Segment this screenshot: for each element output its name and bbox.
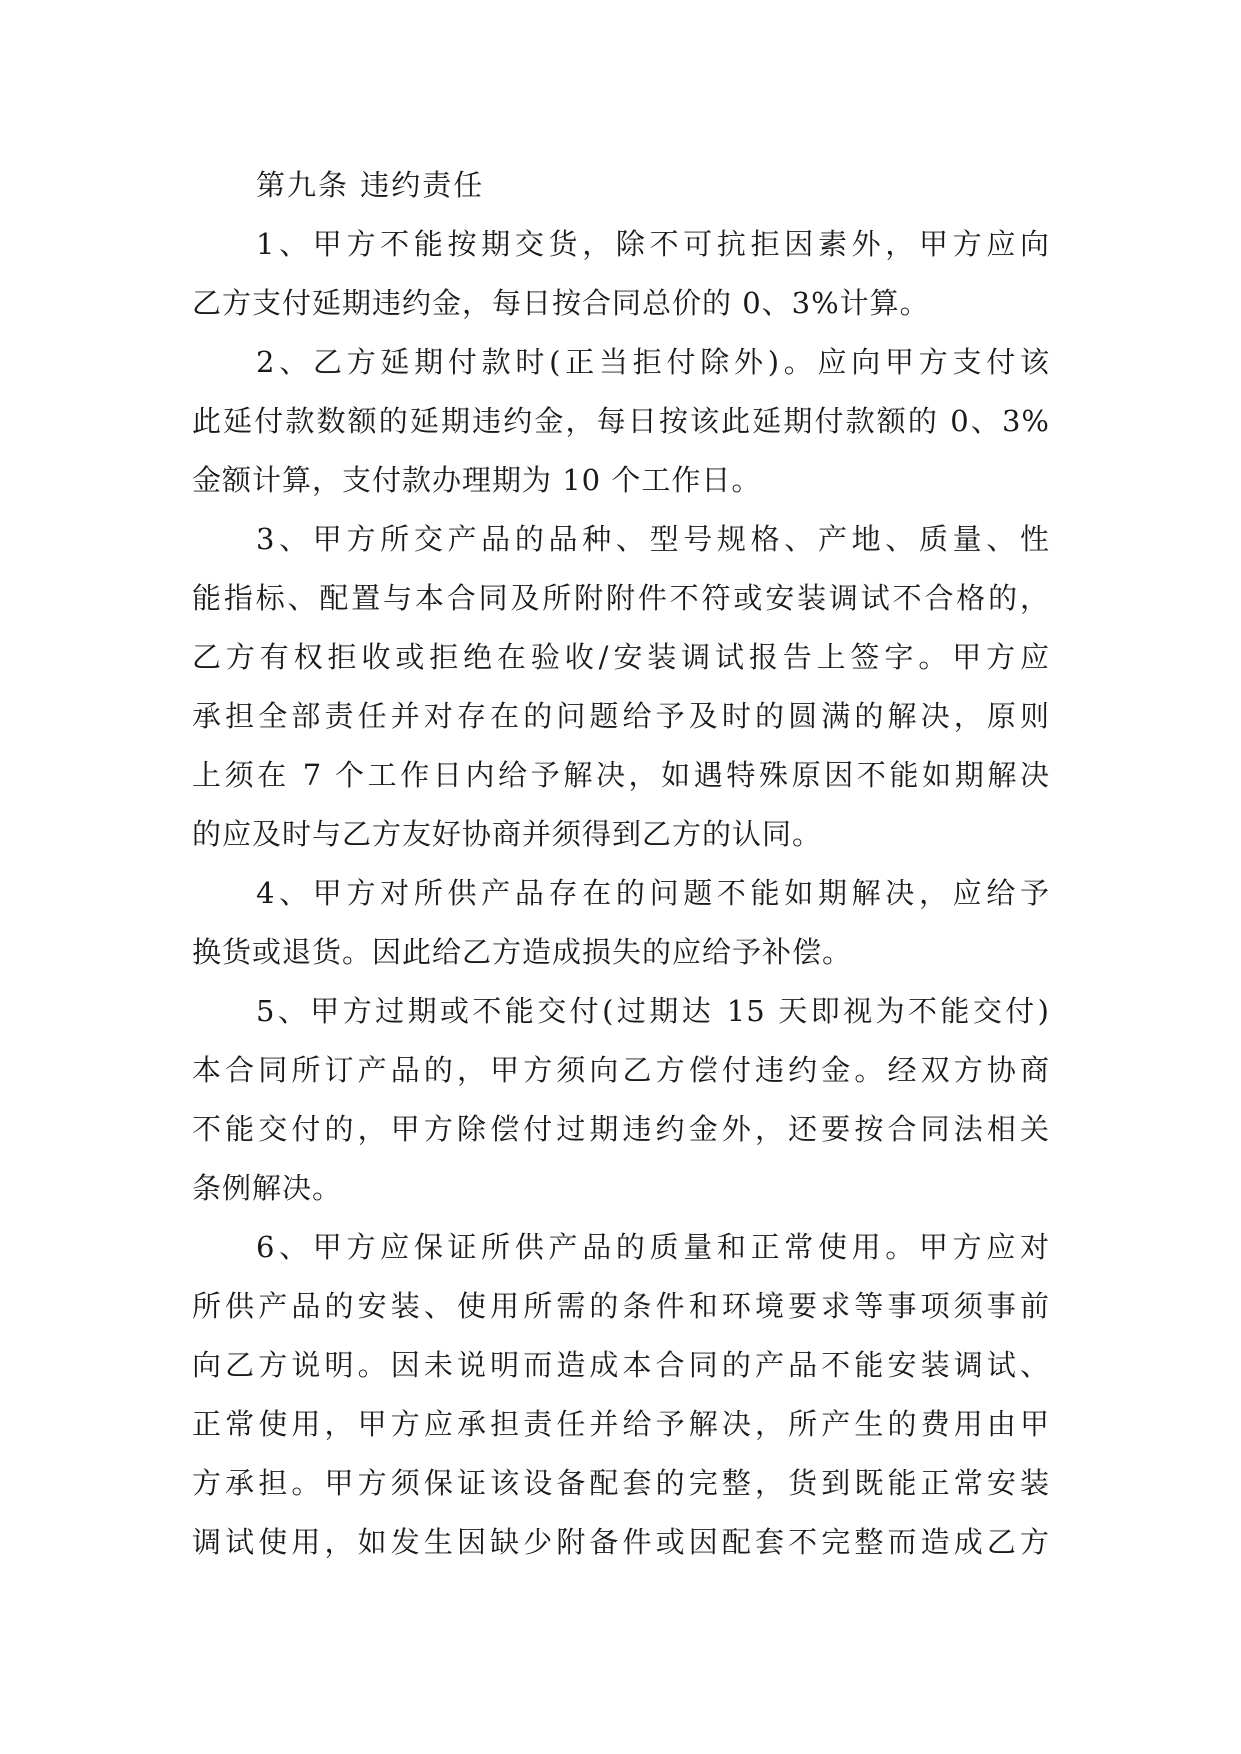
text-line: 正常使用，甲方应承担责任并给予解决，所产生的费用由甲	[192, 1407, 1050, 1441]
text-line: 2、乙方延期付款时(正当拒付除外)。应向甲方支付该	[256, 345, 1050, 379]
paragraph-list	[192, 215, 1050, 1572]
text-line: 的应及时与乙方友好协商并须得到乙方的认同。	[192, 817, 823, 851]
text-line: 金额计算，支付款办理期为 10 个工作日。	[192, 463, 762, 497]
clause-paragraph	[192, 510, 1050, 864]
clause-paragraph	[192, 333, 1050, 510]
document-body	[192, 156, 1050, 1572]
text-line: 乙方支付延期违约金，每日按合同总价的 0、3%计算。	[192, 286, 930, 320]
text-line: 4、甲方对所供产品存在的问题不能如期解决，应给予	[256, 876, 1050, 910]
text-line: 方承担。甲方须保证该设备配套的完整，货到既能正常安装	[192, 1466, 1050, 1500]
text-line: 所供产品的安装、使用所需的条件和环境要求等事项须事前	[192, 1289, 1050, 1323]
text-line: 承担全部责任并对存在的问题给予及时的圆满的解决，原则	[192, 699, 1050, 733]
text-line: 1、甲方不能按期交货，除不可抗拒因素外，甲方应向	[256, 227, 1050, 261]
clause-paragraph	[192, 1218, 1050, 1572]
clause-paragraph	[192, 982, 1050, 1218]
text-line: 6、甲方应保证所供产品的质量和正常使用。甲方应对	[256, 1230, 1050, 1264]
text-line: 乙方有权拒收或拒绝在验收/安装调试报告上签字。甲方应	[192, 640, 1050, 674]
clause-paragraph	[192, 864, 1050, 982]
text-line: 换货或退货。因此给乙方造成损失的应给予补偿。	[192, 935, 853, 969]
text-line: 上须在 7 个工作日内给予解决，如遇特殊原因不能如期解决	[192, 758, 1050, 792]
text-line: 条例解决。	[192, 1171, 343, 1205]
text-line: 向乙方说明。因未说明而造成本合同的产品不能安装调试、	[192, 1348, 1050, 1382]
text-line: 此延付款数额的延期违约金，每日按该此延期付款额的 0、3%	[192, 404, 1050, 438]
text-line: 3、甲方所交产品的品种、型号规格、产地、质量、性	[256, 522, 1050, 556]
text-line: 5、甲方过期或不能交付(过期达 15 天即视为不能交付)	[256, 994, 1050, 1028]
clause-paragraph	[192, 215, 1050, 333]
text-line: 不能交付的，甲方除偿付过期违约金外，还要按合同法相关	[192, 1112, 1050, 1146]
text-line: 能指标、配置与本合同及所附附件不符或安装调试不合格的，	[192, 581, 1050, 615]
text-line: 本合同所订产品的，甲方须向乙方偿付违约金。经双方协商	[192, 1053, 1050, 1087]
text-line: 调试使用，如发生因缺少附备件或因配套不完整而造成乙方	[192, 1525, 1050, 1559]
section-heading: 第九条 违约责任	[256, 168, 485, 202]
